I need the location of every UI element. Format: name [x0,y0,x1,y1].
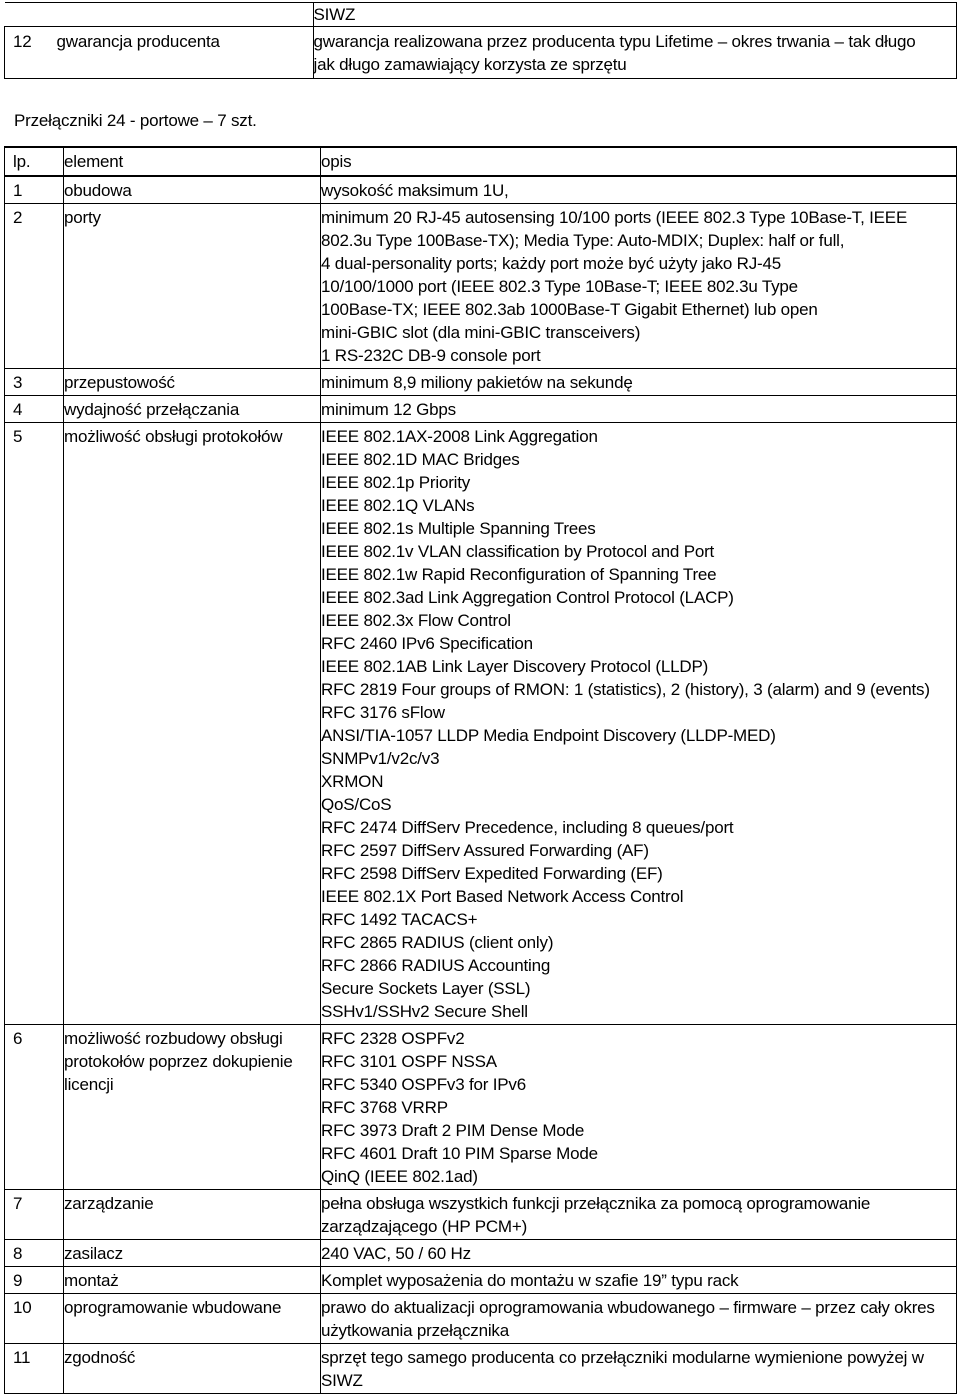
table-row [5,1267,957,1294]
opis-line: IEEE 802.1X Port Based Network Access Control [321,887,684,906]
table-row [5,1344,957,1394]
opis-cell [321,1240,957,1267]
header-element: element [64,147,321,176]
opis-line: minimum 8,9 miliony pakietów na sekundę [321,373,633,392]
element-cell [64,1344,321,1394]
element-cell: gwarancja producenta [57,27,314,79]
table-row [5,1294,957,1344]
opis-line: IEEE 802.1AX-2008 Link Aggregation [321,427,598,446]
opis-cell [321,1025,957,1190]
opis-line: ANSI/TIA-1057 LLDP Media Endpoint Discovery (LLDP-MED) [321,726,776,745]
element-line: zgodność [64,1348,136,1367]
element-cell [64,1267,321,1294]
opis-line: QinQ (IEEE 802.1ad) [321,1167,478,1186]
element-cell [64,423,321,1025]
opis-line: IEEE 802.1p Priority [321,473,471,492]
opis-line: RFC 2819 Four groups of RMON: 1 (statistics), 2 (history), 3 (alarm) and 9 (events) [321,680,930,699]
opis-line: 4 dual-personality ports; każdy port może być użyty jako RJ-45 [321,254,782,273]
opis-line: IEEE 802.1D MAC Bridges [321,450,520,469]
element-cell [64,176,321,204]
opis-line: sprzęt tego samego producenta co przełączniki modularne wymienione powyżej w [321,1348,924,1367]
opis-line: RFC 2866 RADIUS Accounting [321,956,551,975]
opis-line: wysokość maksimum 1U, [321,181,509,200]
table-row [5,1240,957,1267]
element-line: wydajność przełączania [64,400,240,419]
lp-cell: 2 [5,204,64,369]
lp-cell: 11 [5,1344,64,1394]
opis-line: QoS/CoS [321,795,392,814]
element-cell [64,1240,321,1267]
opis-line: SSHv1/SSHv2 Secure Shell [321,1002,528,1021]
opis-line: IEEE 802.1v VLAN classification by Protocol and Port [321,542,715,561]
opis-line: minimum 20 RJ-45 autosensing 10/100 ports (IEEE 802.3 Type 10Base-T, IEEE [321,208,908,227]
element-line: zasilacz [64,1244,123,1263]
opis-line: RFC 3176 sFlow [321,703,445,722]
table-row-12 [5,27,957,79]
lp-cell: 1 [5,176,64,204]
opis-cell [321,423,957,1025]
table-row [5,369,957,396]
element-cell [64,369,321,396]
opis-cell [321,204,957,369]
opis-line: RFC 3101 OSPF NSSA [321,1052,497,1071]
opis-line: SIWZ [321,1371,363,1390]
header-lp: lp. [5,147,64,176]
lp-cell: 7 [5,1190,64,1240]
lp-cell: 12 [5,27,57,79]
table-row [5,204,957,369]
table-row [5,1025,957,1190]
opis-line: jak długo zamawiający korzysta ze sprzętu [313,55,627,74]
opis-cell [321,396,957,423]
element-line: zarządzanie [64,1194,154,1213]
table-row [5,1190,957,1240]
element-line: montaż [64,1271,119,1290]
opis-line: gwarancja realizowana przez producenta typu Lifetime – okres trwania – tak długo [313,32,916,51]
opis-line: 100Base-TX; IEEE 802.3ab 1000Base-T Gigabit Ethernet) lub open [321,300,818,319]
table-row [5,176,957,204]
element-line: możliwość rozbudowy obsługi [64,1029,283,1048]
opis-line: RFC 2598 DiffServ Expedited Forwarding (EF) [321,864,663,883]
opis-line: RFC 1492 TACACS+ [321,910,478,929]
opis-cell [313,27,957,79]
continuation-cell [313,3,957,27]
element-line: przepustowość [64,373,175,392]
opis-line: IEEE 802.1s Multiple Spanning Trees [321,519,596,538]
opis-line: mini-GBIC slot (dla mini-GBIC transceivers) [321,323,641,342]
opis-line: 10/100/1000 port (IEEE 802.3 Type 10Base-T; IEEE 802.3u Type [321,277,798,296]
element-line: obudowa [64,181,132,200]
opis-cell [321,1267,957,1294]
header-opis: opis [321,147,957,176]
element-line: licencji [64,1075,114,1094]
opis-line: IEEE 802.1w Rapid Reconfiguration of Spanning Tree [321,565,717,584]
continuation-text: SIWZ [313,5,356,24]
element-line: protokołów poprzez dokupienie [64,1052,293,1071]
opis-line: RFC 3768 VRRP [321,1098,448,1117]
spec-table [4,146,957,1394]
opis-line: RFC 2460 IPv6 Specification [321,634,533,653]
element-cell [64,1294,321,1344]
opis-cell [321,369,957,396]
lp-cell: 9 [5,1267,64,1294]
opis-line: 240 VAC, 50 / 60 Hz [321,1244,471,1263]
opis-line: IEEE 802.1Q VLANs [321,496,475,515]
opis-line: prawo do aktualizacji oprogramowania wbudowanego – firmware – przez cały okres [321,1298,935,1317]
opis-line: 802.3u Type 100Base-TX); Media Type: Auto-MDIX; Duplex: half or full, [321,231,845,250]
lp-cell: 5 [5,423,64,1025]
opis-cell [321,1294,957,1344]
lp-cell: 10 [5,1294,64,1344]
opis-cell [321,1344,957,1394]
opis-line: 1 RS-232C DB-9 console port [321,346,541,365]
opis-line: RFC 2474 DiffServ Precedence, including 8 queues/port [321,818,734,837]
opis-line: RFC 2597 DiffServ Assured Forwarding (AF) [321,841,649,860]
element-line: możliwość obsługi protokołów [64,427,283,446]
opis-line: użytkowania przełącznika [321,1321,509,1340]
table-row [5,423,957,1025]
opis-line: RFC 5340 OSPFv3 for IPv6 [321,1075,526,1094]
lp-cell: 4 [5,396,64,423]
element-cell [64,396,321,423]
opis-line: Komplet wyposażenia do montażu w szafie 19” typu rack [321,1271,739,1290]
table-row [5,396,957,423]
lp-cell: 8 [5,1240,64,1267]
element-line: oprogramowanie wbudowane [64,1298,282,1317]
opis-line: zarządzającego (HP PCM+) [321,1217,528,1236]
lp-cell: 3 [5,369,64,396]
lp-cell: 6 [5,1025,64,1190]
opis-line: IEEE 802.1AB Link Layer Discovery Protocol (LLDP) [321,657,709,676]
element-cell [64,1190,321,1240]
element-line: porty [64,208,101,227]
opis-line: minimum 12 Gbps [321,400,456,419]
element-cell [64,204,321,369]
table-header-row [5,147,957,176]
opis-line: SNMPv1/v2c/v3 [321,749,440,768]
opis-line: pełna obsługa wszystkich funkcji przełącznika za pomocą oprogramowanie [321,1194,871,1213]
opis-line: IEEE 802.3x Flow Control [321,611,511,630]
opis-cell [321,176,957,204]
opis-line: RFC 2865 RADIUS (client only) [321,933,554,952]
opis-line: IEEE 802.3ad Link Aggregation Control Protocol (LACP) [321,588,734,607]
opis-line: RFC 3973 Draft 2 PIM Dense Mode [321,1121,585,1140]
top-table [4,2,957,79]
opis-line: RFC 4601 Draft 10 PIM Sparse Mode [321,1144,598,1163]
element-cell [64,1025,321,1190]
opis-line: XRMON [321,772,384,791]
section-title: Przełączniki 24 - portowe – 7 szt. [14,111,257,130]
opis-cell [321,1190,957,1240]
opis-line: Secure Sockets Layer (SSL) [321,979,531,998]
opis-line: RFC 2328 OSPFv2 [321,1029,465,1048]
